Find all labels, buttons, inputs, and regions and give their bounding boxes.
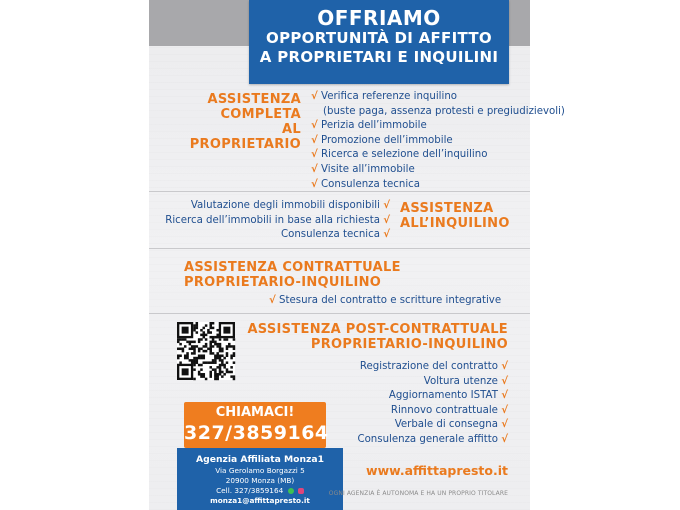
list-item-label: Verbale di consegna [394,419,498,431]
check-icon: √ [311,91,318,102]
qr-code-icon [177,322,235,380]
qr-code [177,322,235,380]
list-item-label: Voltura utenze [423,375,498,387]
tenant-title-line: ASSISTENZA [400,201,494,216]
header-subtitle-1: OPPORTUNITÀ DI AFFITTO [266,29,492,47]
agency-cell[interactable]: Cell. 327/3859164 [216,486,284,495]
check-icon: √ [311,134,318,146]
agency-city: 20900 Monza (MB) [225,476,295,485]
owner-title-line: AL PROPRIETARIO [189,122,301,152]
owner-title-line: ASSISTENZA [207,92,301,107]
list-item-label: Rinnovo contrattuale [390,404,498,416]
list-item-label: Ricerca dell’immobili in base alla richiesta [165,214,380,226]
header-banner [249,0,509,84]
check-icon: √ [311,163,318,175]
agency-address: Via Gerolamo Borgazzi 5 [215,466,305,475]
post-title-line: ASSISTENZA POST-CONTRATTUALE [247,322,508,337]
list-item-label: Stesura del contratto e scritture integrative [279,295,502,306]
list-item-label: Consulenza tecnica [321,178,420,190]
tenant-title-line: ALL’INQUILINO [400,216,510,231]
contract-title-line: PROPRIETARIO-INQUILINO [184,275,382,290]
list-item [311,90,565,105]
list-item [165,228,390,243]
tenant-section-title [400,201,510,231]
list-item-label: Valutazione degli immobili disponibili [190,200,380,211]
list-item [357,375,508,390]
owner-title-line: COMPLETA [220,107,301,122]
list-item [357,433,508,448]
check-icon: √ [501,433,508,445]
footer-note: OGNI AGENZIA È AUTONOMA E HA UN PROPRIO TITOLARE [328,490,508,497]
check-icon: √ [311,149,318,161]
check-icon: √ [311,178,318,190]
check-icon: √ [383,214,390,226]
list-item-label: Verifica referenze inquilino [321,91,458,102]
post-title-line: PROPRIETARIO-INQUILINO [310,337,508,352]
list-item [311,148,565,163]
list-item-note: (buste paga, assenza protesti e pregiudizievoli) [323,105,565,117]
owner-section-title [189,92,301,152]
list-item-label: Aggiornamento ISTAT [388,390,498,402]
call-box [184,402,329,448]
list-item-label: Perizia dell’immobile [321,120,427,132]
check-icon: √ [501,419,508,431]
list-item [165,214,390,229]
divider [149,191,530,192]
post-contract-section-title [247,322,508,352]
agency-name: Agenzia Affiliata Monza1 [196,454,324,465]
agency-info-box [177,448,343,510]
instagram-icon [298,488,304,494]
list-item-label: Ricerca e selezione dell’inquilino [321,149,488,161]
check-icon: √ [501,404,508,416]
divider [149,248,530,249]
tenant-services-list [165,199,390,243]
list-item-label: Consulenza generale affitto [357,433,498,445]
list-item-label: Visite all’immobile [321,163,415,175]
owner-services-list [311,90,565,192]
rental-flyer [149,0,565,510]
list-item [357,360,508,375]
check-icon: √ [501,361,508,372]
list-item [357,404,508,419]
contract-services-list [269,294,501,309]
list-item-label: Registrazione del contratto [359,361,498,372]
check-icon: √ [383,229,390,241]
list-item-label: Consulenza tecnica [281,229,380,241]
divider [149,313,530,314]
check-icon: √ [269,295,276,306]
list-item [357,418,508,433]
check-icon: √ [383,200,390,211]
post-contract-services-list [357,360,508,448]
agency-email[interactable]: monza1@affittapresto.it [210,496,310,505]
phone-number[interactable]: 327/3859164 [184,422,329,444]
list-item-label: Promozione dell’immobile [321,134,453,146]
contract-section-title [184,260,401,290]
agency-cell-row [177,486,343,496]
whatsapp-icon [288,488,294,494]
website-link[interactable]: www.affittapresto.it [366,463,508,478]
call-label: CHIAMACI! [215,405,295,420]
list-item [311,134,565,149]
check-icon: √ [501,375,508,387]
list-item [357,389,508,404]
check-icon: √ [311,120,318,132]
contract-title-line: ASSISTENZA CONTRATTUALE [184,260,401,275]
header-subtitle-2: A PROPRIETARI E INQUILINI [259,48,499,66]
list-item [269,294,501,309]
list-item [165,199,390,214]
header-title: OFFRIAMO [317,6,441,30]
list-item [311,163,565,178]
list-item [311,119,565,134]
check-icon: √ [501,390,508,402]
list-item [311,178,565,193]
